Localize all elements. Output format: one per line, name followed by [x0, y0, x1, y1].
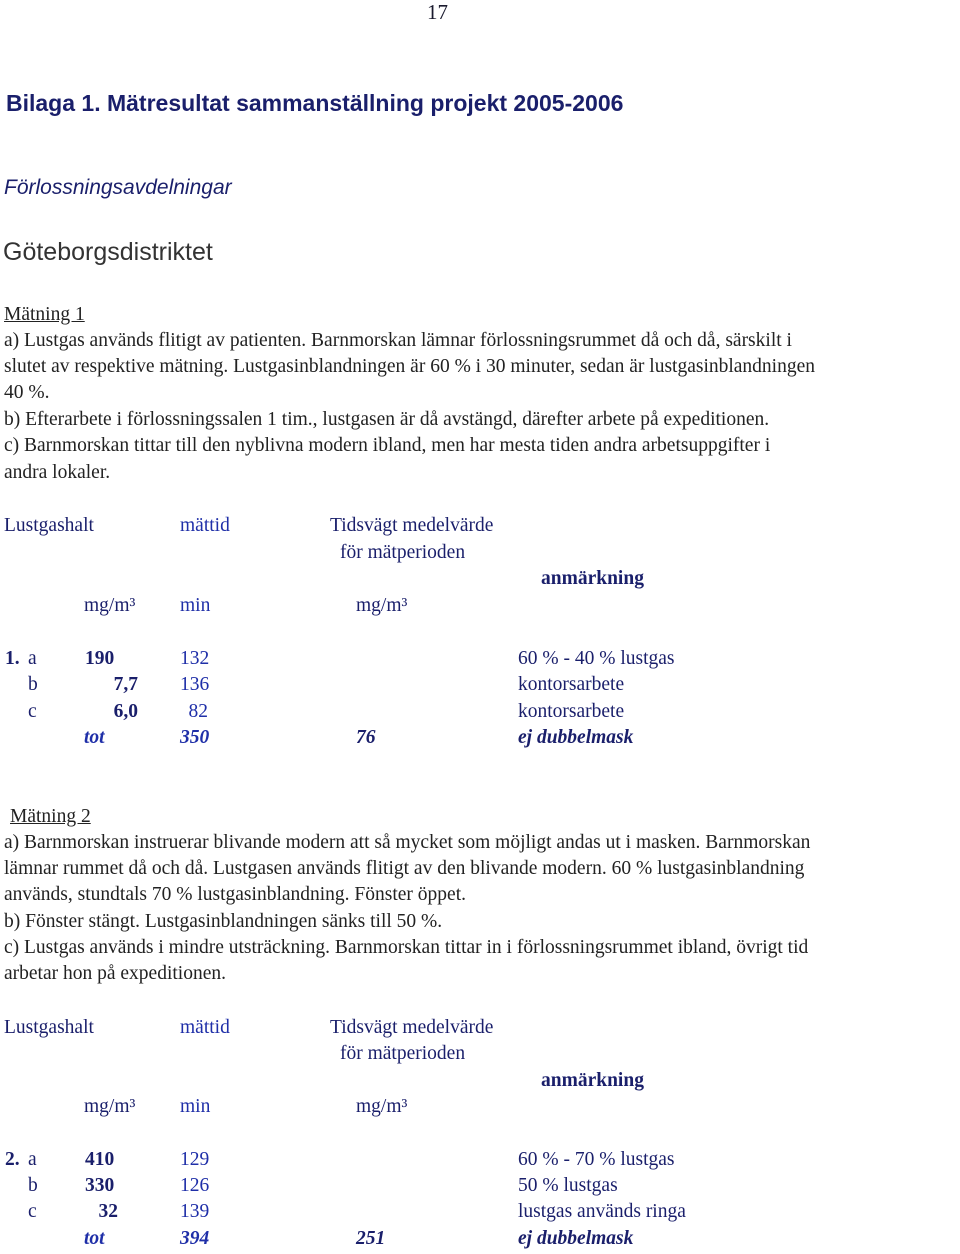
col-header-anmarkning: anmärkning [541, 1070, 644, 1091]
page-title: Bilaga 1. Mätresultat sammanställning projekt 2005-2006 [6, 90, 624, 116]
section-heading: Förlossningsavdelningar [4, 176, 232, 199]
measurement-1-text-line: c) Barnmorskan tittar till den nyblivna modern ibland, men har mesta tiden andra arbetsuppgifter i [4, 435, 771, 456]
col-header-lustgashalt: Lustgashalt [4, 515, 94, 536]
unit-min: min [180, 595, 211, 616]
measurement-1-text-line: b) Efterarbete i förlossningssalen 1 tim., lustgasen är då avstängd, därefter arbete på expeditionen. [4, 409, 770, 430]
measurement-2-text-line: a) Barnmorskan instruerar blivande modern att så mycket som möjligt andas ut i masken. Barnmorskan [4, 832, 811, 853]
measurement-1-text-line: 40 %. [4, 382, 50, 403]
page-number: 17 [427, 0, 448, 24]
district-heading: Göteborgsdistriktet [3, 238, 213, 266]
col-header-tidsvagt: Tidsvägt medelvärde [330, 1017, 494, 1038]
measurement-2-text-line: b) Fönster stängt. Lustgasinblandningen sänks till 50 %. [4, 911, 443, 932]
cell-anmarkning: lustgas används ringa [518, 1201, 686, 1222]
unit-mg-m3: mg/m³ [356, 595, 408, 616]
row-sub-label: b [28, 674, 38, 695]
total-twa: 76 [356, 727, 376, 748]
cell-mattid: 126 [180, 1175, 210, 1196]
row-sub-label: c [28, 701, 37, 722]
measurement-2-text-line: c) Lustgas används i mindre utsträckning. Barnmorskan tittar in i förlossningsrummet ibland, övrigt tid [4, 937, 809, 958]
cell-lustgashalt: 7,7 [113, 674, 138, 695]
cell-mattid: 82 [188, 701, 208, 722]
measurement-1-text-line: andra lokaler. [4, 462, 111, 483]
row-sub-label: a [28, 648, 37, 669]
cell-lustgashalt: 6,0 [113, 701, 138, 722]
total-twa: 251 [356, 1228, 386, 1249]
row-sub-label: a [28, 1149, 37, 1170]
row-number: 1. [5, 648, 20, 669]
cell-mattid: 136 [180, 674, 210, 695]
cell-anmarkning: 60 % - 40 % lustgas [518, 648, 675, 669]
total-anmarkning: ej dubbelmask [518, 727, 634, 748]
col-header-lustgashalt: Lustgashalt [4, 1017, 94, 1038]
row-sub-label: c [28, 1201, 37, 1222]
cell-anmarkning: kontorsarbete [518, 674, 625, 695]
cell-mattid: 132 [180, 648, 210, 669]
cell-mattid: 129 [180, 1149, 210, 1170]
unit-min: min [180, 1096, 211, 1117]
col-header-mattid: mättid [180, 1017, 230, 1038]
col-header-matperioden: för mätperioden [340, 1043, 466, 1064]
measurement-1-heading: Mätning 1 [4, 304, 85, 325]
cell-lustgashalt: 32 [98, 1201, 118, 1222]
total-mattid: 394 [180, 1228, 210, 1249]
col-header-tidsvagt: Tidsvägt medelvärde [330, 515, 494, 536]
unit-mg-m3: mg/m³ [84, 1096, 136, 1117]
measurement-1-text-line: a) Lustgas används flitigt av patienten. Barnmorskan lämnar förlossningsrummet då och då, särskilt i [4, 330, 792, 351]
cell-anmarkning: 50 % lustgas [518, 1175, 618, 1196]
cell-anmarkning: 60 % - 70 % lustgas [518, 1149, 675, 1170]
measurement-2-text-line: lämnar rummet då och då. Lustgasen används flitigt av den blivande modern. 60 % lustgasinblandning [4, 858, 805, 879]
measurement-2-text-line: arbetar hon på expeditionen. [4, 963, 226, 984]
measurement-1-text-line: slutet av respektive mätning. Lustgasinblandningen är 60 % i 30 minuter, sedan är lustgasinblandningen [4, 356, 816, 377]
cell-lustgashalt: 330 [85, 1175, 115, 1196]
col-header-anmarkning: anmärkning [541, 568, 644, 589]
total-anmarkning: ej dubbelmask [518, 1228, 634, 1249]
cell-anmarkning: kontorsarbete [518, 701, 625, 722]
unit-mg-m3: mg/m³ [84, 595, 136, 616]
measurement-2-heading: Mätning 2 [10, 806, 91, 827]
cell-mattid: 139 [180, 1201, 210, 1222]
cell-lustgashalt: 190 [85, 648, 115, 669]
total-label: tot [84, 1228, 105, 1249]
measurement-2-text-line: används, stundtals 70 % lustgasinblandning. Fönster öppet. [4, 884, 467, 905]
row-sub-label: b [28, 1175, 38, 1196]
unit-mg-m3: mg/m³ [356, 1096, 408, 1117]
cell-lustgashalt: 410 [85, 1149, 115, 1170]
col-header-matperioden: för mätperioden [340, 542, 466, 563]
total-mattid: 350 [180, 727, 210, 748]
col-header-mattid: mättid [180, 515, 230, 536]
row-number: 2. [5, 1149, 20, 1170]
total-label: tot [84, 727, 105, 748]
